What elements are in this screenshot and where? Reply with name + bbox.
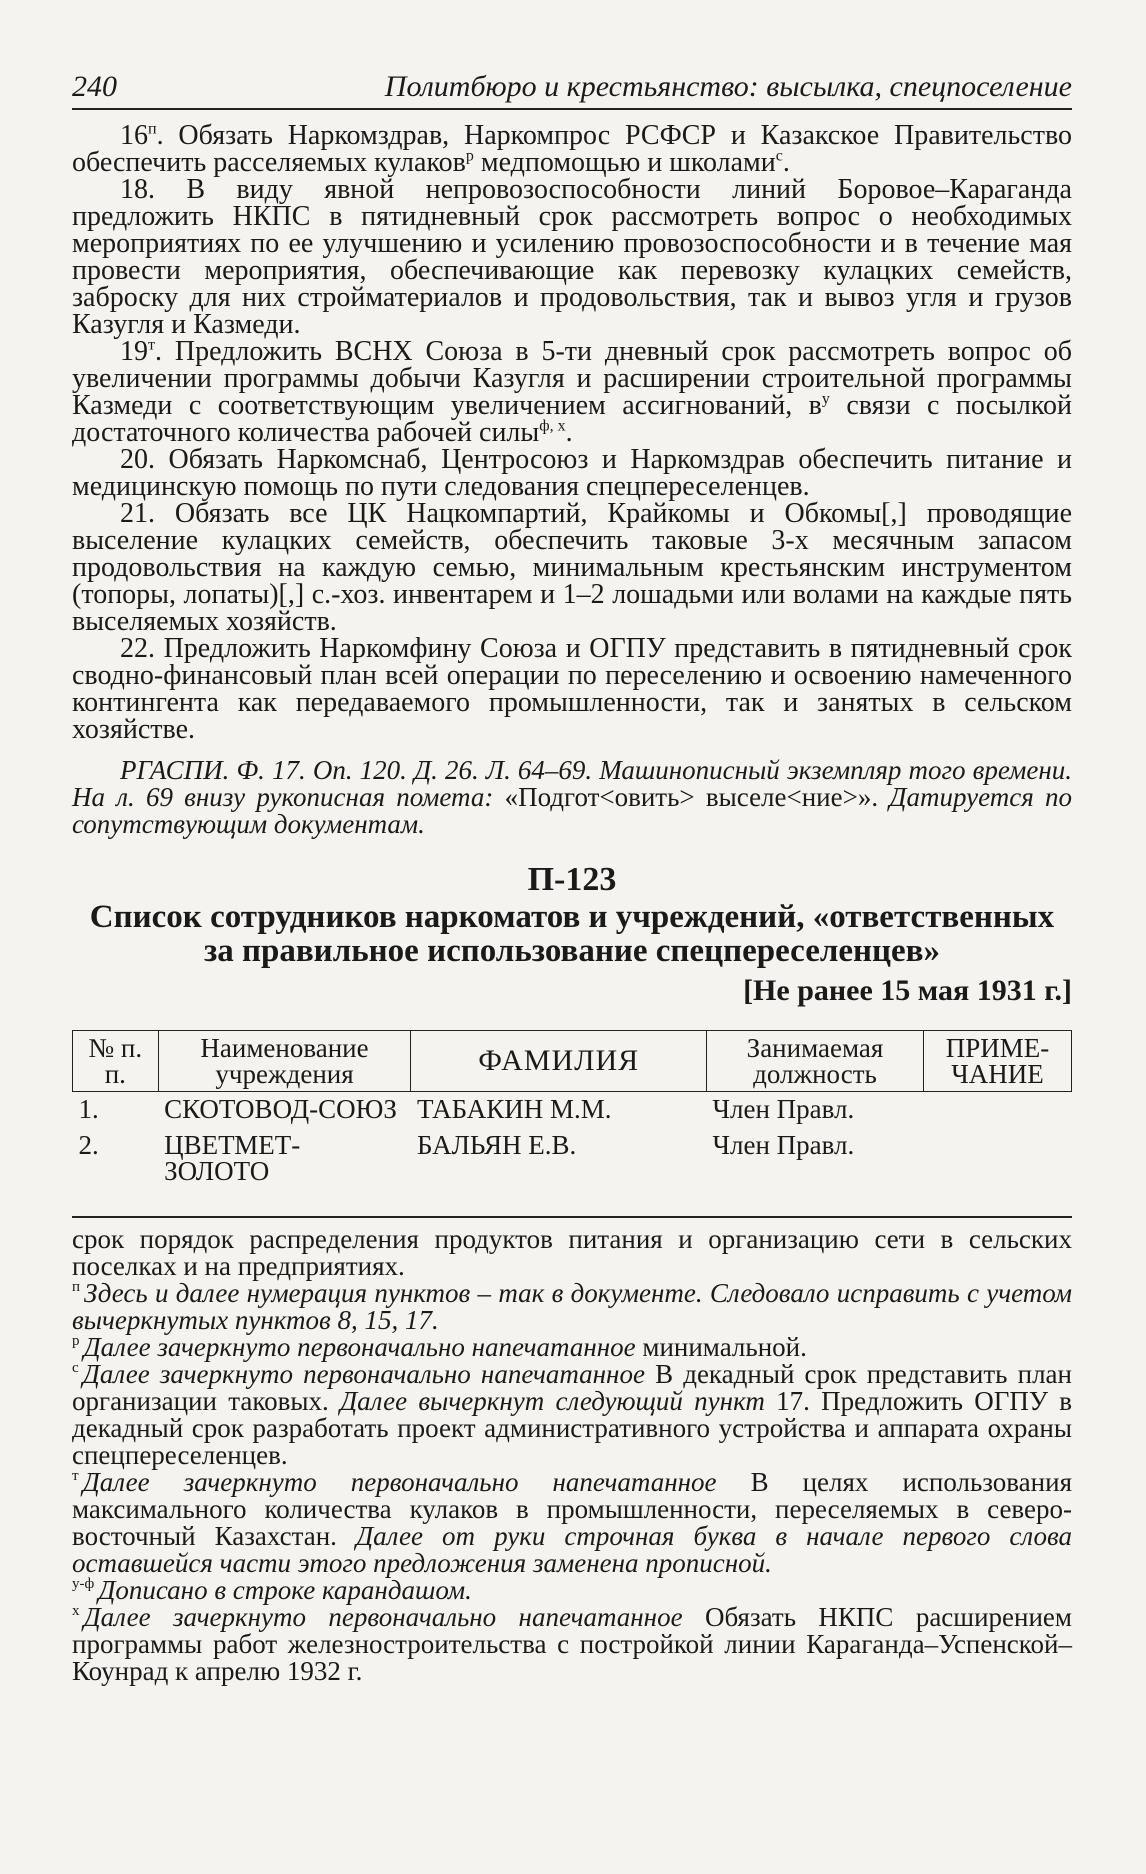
paragraph-20: 20. Обязать Наркомснаб, Центросоюз и Наркомздрав обеспечить питание и медицинскую помощь по пути следования спецпереселенцев. (72, 444, 1072, 502)
row-number: 2. (78, 1130, 99, 1160)
paragraph-19: $19^т$. Предложить ВСНХ Союза в 5-ти дневный срок рассмотреть вопрос об увеличении программы добычи Казугля и расширении строительной программы Казмеди с соответствующим увеличением ассигнований, $в^у$ связи с посылкой достаточного количества рабочей силы$^{ф, х}$. (72, 336, 1072, 448)
document-title: Список сотрудников наркоматов и учреждений, «ответственных за правильное использование спецпереселенцев» (89, 899, 1055, 969)
running-title: Политбюро и крестьянство: высылка, спецпоселение (384, 70, 1072, 103)
row-note (923, 1128, 1071, 1190)
footnote-r: $^р$ Далее зачеркнуто первоначально напечатанное минимальной. (72, 1332, 807, 1362)
paragraph-16: $16^п$. Обязать Наркомздрав, Наркомпрос РСФСР и Казакское Правительство обеспечить расселяемых кулаков$^р$ медпомощью и школами$^с$. (72, 120, 1072, 178)
footnotes (72, 1226, 1072, 1685)
row-position: Член Правл. (712, 1094, 855, 1124)
row-institution: СКОТОВОД-СОЮЗ (164, 1094, 397, 1124)
archive-note: РГАСПИ. Ф. 17. Оп. 120. Д. 26. Л. 64–69. Машинописный экземпляр того времени. На л. 69 внизу рукописная помета: «Подгот<овить> выселе<ние>». Датируется по сопутствующим документам. (72, 755, 1072, 839)
body-text (72, 122, 1072, 838)
footnote-h: $^х$ Далее зачеркнуто первоначально напечатанное Обязать НКПС расширением программы работ железностроительства с постройкой линии Караганда–Успенской–Коунрад к апрелю 1932 г. (72, 1602, 1072, 1686)
document-date: [Не ранее 15 мая 1931 г.] (743, 974, 1072, 1007)
footnote-u-f: $^{у-ф}$ Дописано в строке карандашом. (72, 1575, 472, 1605)
footnotes-divider (72, 1216, 1072, 1218)
paragraph-21: 21. Обязать все ЦК Нацкомпартий, Крайкомы и Обкомы[,] проводящие выселение кулацких семейств, обеспечить таковые 3-х месячным запасом продовольствия на каждую семью, минимальным крестьянским инструментом (топоры, лопаты)[,] с.-хоз. инвентарем и 1–2 лошадьми или волами на каждые пять выселяемых хозяйств. (72, 498, 1072, 637)
row-surname: БАЛЬЯН Е.В. (416, 1130, 577, 1160)
footnote-continuation: срок порядок распределения продуктов питания и организацию сети в сельских поселках и на предприятиях. (72, 1224, 1072, 1281)
table-header-row (73, 1031, 1072, 1092)
header-number: № п. п. (73, 1031, 159, 1092)
row-institution: ЦВЕТМЕТ-ЗОЛОТО (164, 1130, 301, 1186)
header-surname: ФАМИЛИЯ (411, 1031, 707, 1092)
page-number: 240 (72, 70, 117, 103)
header-institution: Наименование учреждения (158, 1031, 411, 1092)
paragraph-22: 22. Предложить Наркомфину Союза и ОГПУ представить в пятидневный срок сводно-финансовый план всей операции по переселению и освоению намеченного контингента как передаваемого промышленности, так и занятых в сельском хозяйстве. (72, 633, 1072, 745)
running-head (72, 70, 1072, 110)
header-position: Занимаемая должность (706, 1031, 923, 1092)
row-position: Член Правл. (712, 1130, 855, 1160)
page (72, 70, 1072, 1685)
table-row (73, 1092, 1072, 1129)
table-row (73, 1128, 1072, 1190)
row-number: 1. (78, 1094, 99, 1124)
footnote-p: $^п$ Здесь и далее нумерация пунктов – так в документе. Следовало исправить с учетом вычеркнутых пунктов 8, 15, 17. (72, 1278, 1072, 1335)
footnote-s: $^с$ Далее зачеркнуто первоначально напечатанное В декадный срок представить план организации таковых. Далее вычеркнут следующий пункт 17. Предложить ОГПУ в декадный срок разработать проект административного устройства и аппарата охраны спецпереселенцев. (72, 1359, 1072, 1470)
header-note: ПРИМЕ-ЧАНИЕ (923, 1031, 1071, 1092)
footnote-t: $^т$ Далее зачеркнуто первоначально напечатанное В целях использования максимального количества кулаков в промышленности, переселяемых в северо-восточный Казахстан. Далее от руки строчная буква в начале первого слова оставшейся части этого предложения заменена прописной. (72, 1467, 1073, 1578)
staff-table (72, 1030, 1072, 1190)
paragraph-18: 18. В виду явной непровозоспособности линий Боровое–Караганда предложить НКПС в пятидневный срок рассмотреть вопрос о необходимых мероприятиях по ее улучшению и усилению провозоспособности и в течение мая провести мероприятия, обеспечивающие как перевозку кулацких семейств, заброску для них стройматериалов и продовольствия, так и вывоз угля и грузов Казугля и Казмеди. (72, 174, 1072, 340)
document-number: П-123 (527, 861, 617, 898)
row-surname: ТАБАКИН М.М. (416, 1094, 612, 1124)
row-note (923, 1092, 1071, 1129)
